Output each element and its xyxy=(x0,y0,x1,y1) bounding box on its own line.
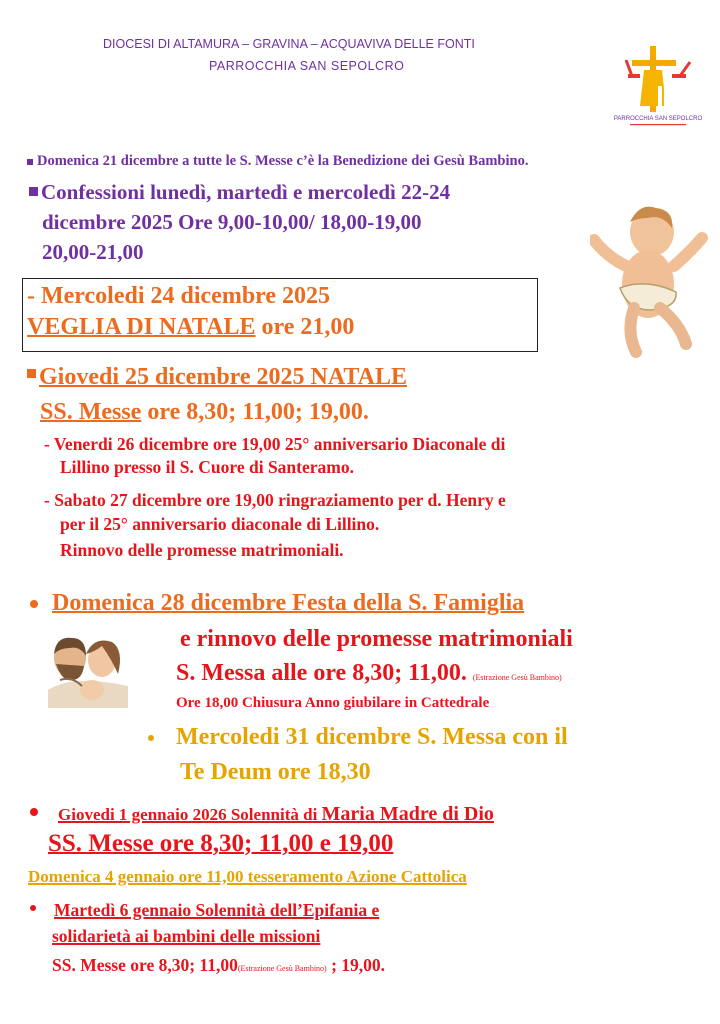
bullet-square-icon xyxy=(27,369,36,378)
event-27-line3: Rinnovo delle promesse matrimoniali. xyxy=(60,540,344,560)
bullet-dot-icon xyxy=(30,808,38,816)
epiphany-line1: Martedì 6 gennaio Solennità dell’Epifania e xyxy=(30,900,379,921)
epiphany-note: (Estrazione Gesù Bambino) xyxy=(237,964,327,973)
event-26-line1: - Venerdi 26 dicembre ore 19,00 25° anniversario Diaconale di xyxy=(44,434,506,454)
bullet-square-icon xyxy=(29,187,38,196)
holy-family-line3: S. Messa alle ore 8,30; 11,00. (Estrazione Gesù Bambino) xyxy=(176,660,562,686)
holy-family-title: Domenica 28 dicembre Festa della S. Famiglia xyxy=(30,590,524,617)
confessions-line2: dicembre 2025 Ore 9,00-10,00/ 18,00-19,00 xyxy=(42,210,422,234)
bullet-dot-icon xyxy=(148,735,154,741)
vigil-time: ore 21,00 xyxy=(255,314,355,340)
parish-logo xyxy=(610,34,706,130)
event-26-line2: Lillino presso il S. Cuore di Santeramo. xyxy=(60,457,354,477)
mary-title: Giovedi 1 gennaio 2026 Solennità di Maria Madre di Dio xyxy=(30,803,494,826)
logo-text: PARROCCHIA SAN SEPOLCRO xyxy=(613,116,703,122)
event-27-line2: per il 25° anniversario diaconale di Lillino. xyxy=(60,514,380,534)
parish-title: PARROCCHIA SAN SEPOLCRO xyxy=(209,59,405,73)
christmas-masses-times: ore 8,30; 11,00; 19,00. xyxy=(141,399,369,425)
epiphany-line2: solidarietà ai bambini delle missioni xyxy=(52,926,321,946)
vigil-line2 xyxy=(27,314,354,341)
vigil-title: VEGLIA DI NATALE xyxy=(27,314,256,340)
confessions-line1: Confessioni lunedì, martedì e mercoledì 22-24 xyxy=(29,180,450,205)
christmas-masses xyxy=(40,399,369,426)
christmas-title: Giovedi 25 dicembre 2025 NATALE xyxy=(27,364,407,391)
holy-family-line4: Ore 18,00 Chiusura Anno giubilare in Cattedrale xyxy=(176,695,490,711)
confessions-line3: 20,00-21,00 xyxy=(42,240,144,264)
event-27-line1: - Sabato 27 dicembre ore 19,00 ringraziamento per d. Henry e xyxy=(44,490,506,510)
vigil-date: - Mercoledi 24 dicembre 2025 xyxy=(27,283,331,309)
new-year-eve-line2: Te Deum ore 18,30 xyxy=(180,759,371,785)
bullet-dot-icon xyxy=(30,905,36,911)
holy-family-note: (Estrazione Gesù Bambino) xyxy=(472,673,562,682)
mary-masses: SS. Messe ore 8,30; 11,00 e 19,00 xyxy=(48,830,394,857)
bullet-dot-icon xyxy=(30,600,38,608)
catholic-action-notice: Domenica 4 gennaio ore 11,00 tesseramento Azione Cattolica xyxy=(28,867,467,886)
bullet-square-icon xyxy=(27,159,33,165)
notice-blessing: Domenica 21 dicembre a tutte le S. Messe c’è la Benedizione dei Gesù Bambino. xyxy=(27,153,528,170)
diocese-title: DIOCESI DI ALTAMURA – GRAVINA – ACQUAVIVA DELLE FONTI xyxy=(103,37,475,51)
epiphany-line3: SS. Messe ore 8,30; 11,00(Estrazione Gesù Bambino) ; 19,00. xyxy=(52,955,386,975)
holy-family-line2: e rinnovo delle promesse matrimoniali xyxy=(180,626,573,652)
holy-family-image xyxy=(42,630,132,708)
new-year-eve-line1: Mercoledi 31 dicembre S. Messa con il xyxy=(148,724,568,751)
christmas-masses-label: SS. Messe xyxy=(40,399,142,425)
baby-jesus-image xyxy=(590,192,710,362)
